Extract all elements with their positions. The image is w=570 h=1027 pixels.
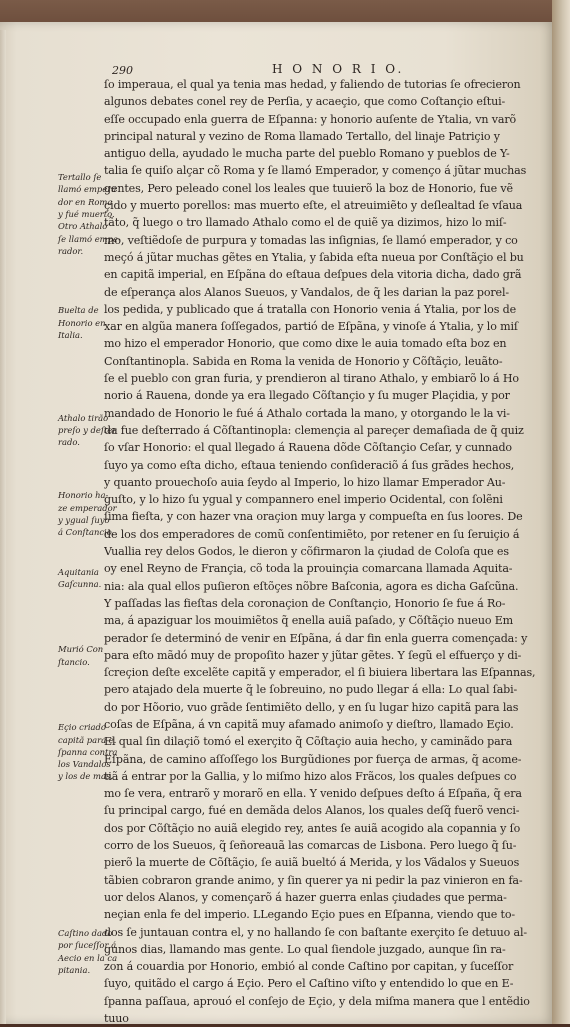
marginal-note-line: Honorio en	[58, 317, 106, 328]
marginal-note-line: Otro Athalo	[58, 221, 108, 232]
marginal-note-line: Gaſcunna.	[58, 578, 102, 589]
text-line: uor delos Alanos, y començarõ á hazer guerra enlas çiudades que perma-	[104, 890, 507, 904]
text-line: dos ſe juntauan contra el, y no hallando ſe con baſtante exerçito ſe detuuo al-	[104, 925, 527, 939]
marginal-note-line: dor en Roma	[58, 196, 113, 207]
marginal-note-ecio	[58, 721, 120, 782]
marginal-note-line: ze emperador	[58, 502, 117, 513]
text-line: ſcreçion deſte excelẽte capitã y emperador, el ſi biuiera libertara las Eſpannas,	[104, 666, 536, 680]
text-line: da fue deſterrado á Cõſtantinopla: clemençia al pareçer demaſiada de q̃ quiz	[104, 423, 524, 437]
main-text-column	[104, 76, 556, 1027]
marginal-note-line: á Conſtancio.	[58, 527, 115, 538]
text-line: neçian enla fe del imperio. LLegando Eçio pues en Eſpanna, viendo que to-	[104, 908, 515, 922]
text-line: talia ſe quiſo alçar cõ Roma y ſe llamó Emperador, y començo á jũtar muchas	[104, 164, 527, 178]
text-line: ſo imperaua, el qual ya tenia mas hedad, y faliendo de tutorias ſe ofrecieron	[104, 78, 521, 91]
marginal-note-line: ſpanna contra	[58, 746, 118, 757]
text-line: meçó á jũtar muchas gẽtes en Ytalia, y ſabida eſta nueua por Conſtãçio el bu	[104, 250, 524, 264]
text-line: coſas de Eſpãna, á vn capitã muy afamado animoſo y dieſtro, llamado Eçio.	[104, 717, 514, 731]
marginal-note-line: Buelta de	[58, 305, 99, 316]
text-line: xar en algũa manera ſoſſegados, partió de Eſpãna, y vinoſe á Ytalia, y lo miſ	[104, 320, 518, 334]
text-line: de los dos emperadores de comũ conſentimiẽto, por retener en ſu ſeruiçio á	[104, 527, 520, 541]
text-line: Conſtantinopla. Sabida en Roma la venida de Honorio y Cõſtãçio, leuãto-	[104, 354, 503, 368]
text-line: de eſperança alos Alanos Sueuos, y Vandalos, de q̃ les darian la paz porel-	[104, 285, 509, 299]
marginal-note-line: Honorio ha-	[58, 490, 109, 501]
text-line: principal natural y vezino de Roma llamado Tertallo, del linaje Patriçio y	[104, 129, 500, 143]
marginal-note-line: Athalo tirão	[58, 412, 109, 423]
text-line: oy enel Reyno de Françia, cõ toda la prouinçia comarcana llamada Aquita-	[104, 562, 513, 576]
text-line: y quanto prouechoſo auia ſeydo al Imperio, lo hizo llamar Emperador Au-	[104, 475, 506, 489]
text-line: mo hizo el emperador Honorio, que como dixe le auia tomado eſta boz en	[104, 337, 507, 351]
text-line: mo, veſtiẽdoſe de purpura y tomadas las inſignias, ſe llamó emperador, y co	[104, 233, 518, 247]
marginal-note-line: Tertallo ſe	[58, 172, 102, 183]
marginal-note-line: Caſtino dado	[58, 928, 113, 939]
folio-number: 290	[112, 64, 133, 77]
text-line: Eſpãna, de camino aſſoſſego los Burgũdiones por fuerça de armas, q̃ acome-	[104, 752, 522, 766]
text-line: mo ſe vera, entrarõ y morarõ en ella. Y venido deſpues deſto á Eſpaña, q̃ era	[104, 787, 522, 801]
text-line: para eſto mãdó muy de propoſito hazer y jũtar gẽtes. Y ſegũ el eſfuerço y di-	[104, 648, 522, 662]
text-line: pierõ la muerte de Cõſtãçio, ſe auiã bueltó á Merida, y los Vãdalos y Sueuos	[104, 856, 520, 870]
marginal-note-murio	[58, 643, 120, 668]
text-line: tãbien cobraron grande animo, y ſin querer ya ni pedir la paz vinieron en fa-	[104, 873, 523, 887]
text-line: tuuo	[104, 1012, 129, 1026]
text-line: do por Hõorio, vuo grãde ſentimiẽto dello, y en ſu lugar hizo capitã para las	[104, 700, 519, 714]
text-line: guſto, y lo hizo ſu ygual y compannero enel imperio Ocidental, con ſolẽni	[104, 493, 503, 507]
text-line: gunos dias, llamando mas gente. Lo qual ſiendole juzgado, aunque ſin ra-	[104, 942, 506, 956]
text-line: nia: ala qual ellos puſieron eſtõçes nõbre Baſconia, agora es dicha Gaſcũna.	[104, 579, 519, 593]
marginal-note-honorio	[58, 489, 120, 538]
marginal-note-buelta	[58, 304, 120, 341]
text-line: los pedida, y publicado que á tratalla con Honorio venia á Ytalia, por los de	[104, 302, 517, 316]
text-line: algunos debates conel rey de Perſia, y acaeçio, que como Coſtançio eſtui-	[104, 95, 506, 109]
marginal-note-line: Italia.	[58, 329, 83, 340]
text-line: pero atajado dela muerte q̃ le ſobreuino, no pudo llegar á ella: Lo qual ſabi-	[104, 683, 518, 697]
marginal-note-line: rador.	[58, 245, 84, 256]
text-line: gentes, Pero peleado conel los leales que tuuierõ la boz de Honorio, fue vẽ	[104, 181, 513, 195]
text-line: ſo vſar Honorio: el qual llegado á Rauena dõde Cõſtançio Ceſar, y cunnado	[104, 441, 512, 455]
marginal-note-line: preſo y deſter	[58, 424, 117, 435]
text-line: norio á Rauena, donde ya era llegado Cõſtançio y ſu muger Plaçidia, y por	[104, 389, 510, 403]
text-line: ſima fieſta, y con hazer vna oraçion muy larga y compueſta en ſus loores. De	[104, 510, 523, 524]
marginal-note-line: capitã para e.	[58, 734, 117, 745]
running-head: H O N O R I O.	[272, 62, 405, 76]
marginal-note-line: Aquitania	[58, 566, 99, 577]
marginal-note-line: llamó empera	[58, 184, 117, 195]
text-line: ſuyo ya como eſta dicho, eſtaua teniendo conſideraciõ á ſus grãdes hechos,	[104, 458, 515, 472]
text-line: zon á couardia por Honorio, embió al conde Caſtino por capitan, y ſuceſſor	[104, 960, 514, 974]
marginal-note-line: ſtancio.	[58, 656, 90, 667]
text-line: çido y muerto porellos: mas muerto eſte, el atreuimiẽto y deſlealtad ſe vſaua	[104, 199, 523, 213]
marginal-note-line: por ſuceſſor á	[58, 940, 117, 951]
marginal-note-line: pitania.	[58, 965, 91, 976]
text-line: ſu principal cargo, fué en demãda delos Alanos, los quales deſq̃ fuerõ venci-	[104, 804, 520, 818]
marginal-note-line: rado.	[58, 437, 80, 448]
text-line: perador ſe determinó de venir en Eſpãna, á dar fin enla guerra començada: y	[104, 631, 528, 645]
marginal-note-castino	[58, 927, 120, 976]
text-line: ſe el pueblo con gran furia, y prendieron al tirano Athalo, y embiarõ lo á Ho	[104, 372, 519, 386]
text-line: El qual ſin dilaçiõ tomó el exerçito q̃ Cõſtaçio auia hecho, y caminãdo para	[104, 735, 513, 749]
text-line: tiã á entrar por la Gallia, y lo miſmo hizo alos Frãcos, los quales deſpues co	[104, 769, 517, 783]
marginal-note-line: Murió Con	[58, 644, 104, 655]
text-line: antiguo della, ayudado le mucha parte del pueblo Romano y pueblos de Y-	[104, 147, 510, 161]
text-line: en capitã imperial, en Eſpãna do eſtaua deſpues dela vitoria dicha, dado grã	[104, 268, 522, 282]
text-line: Y paſſadas las fieſtas dela coronaçion de Conſtançio, Honorio ſe fue á Ro-	[104, 596, 506, 610]
text-line: dos por Cõſtãçio no auiã elegido rey, antes ſe auiã acogido ala copannia y ſo	[104, 821, 521, 835]
marginal-note-tertallo	[58, 171, 120, 257]
marginal-note-line: Aecio en la ca	[58, 952, 118, 963]
marginal-note-line: los Vandalos	[58, 759, 111, 770]
marginal-note-line: y ygual ſuyo	[58, 515, 110, 526]
marginal-note-line: y los de mas.	[58, 771, 113, 782]
text-line: ma, á apaziguar los mouimiẽtos q̃ enella auiã paſado, y Cõſtãçio nueuo Em	[104, 614, 514, 628]
text-line: eſſe occupado enla guerra de Eſpanna: y honorio auſente de Ytalia, vn varõ	[104, 112, 517, 126]
text-line: mandado de Honorio le fué á Athalo cortada la mano, y otorgando le la vi-	[104, 406, 510, 420]
text-line: ſpanna paſſaua, aprouó el conſejo de Eçio, y dela miſma manera que l entẽdio	[104, 994, 530, 1008]
text-line: corro de los Sueuos, q̃ ſeñoreauã las comarcas de Lisbona. Pero luego q̃ ſu-	[104, 839, 517, 853]
text-line: tãto, q̃ luego o tro llamado Athalo como el de quiẽ ya dizimos, hizo lo miſ-	[104, 216, 507, 230]
marginal-note-line: ſe llamó empe-	[58, 233, 121, 244]
text-line: ſuyo, quitãdo el cargo á Eçio. Pero el Caſtino viſto y entendido lo que en E-	[104, 977, 514, 991]
marginal-note-line: y fué muerto.	[58, 209, 115, 220]
marginal-note-athalo	[58, 412, 120, 449]
text-line: Vuallia rey delos Godos, le dieron y cõfirmaron la çiudad de Coloſa que es	[104, 545, 509, 559]
marginal-note-aquitania	[58, 566, 120, 591]
marginal-note-line: Eçio criado	[58, 722, 106, 733]
page-left-edge	[0, 30, 6, 1024]
